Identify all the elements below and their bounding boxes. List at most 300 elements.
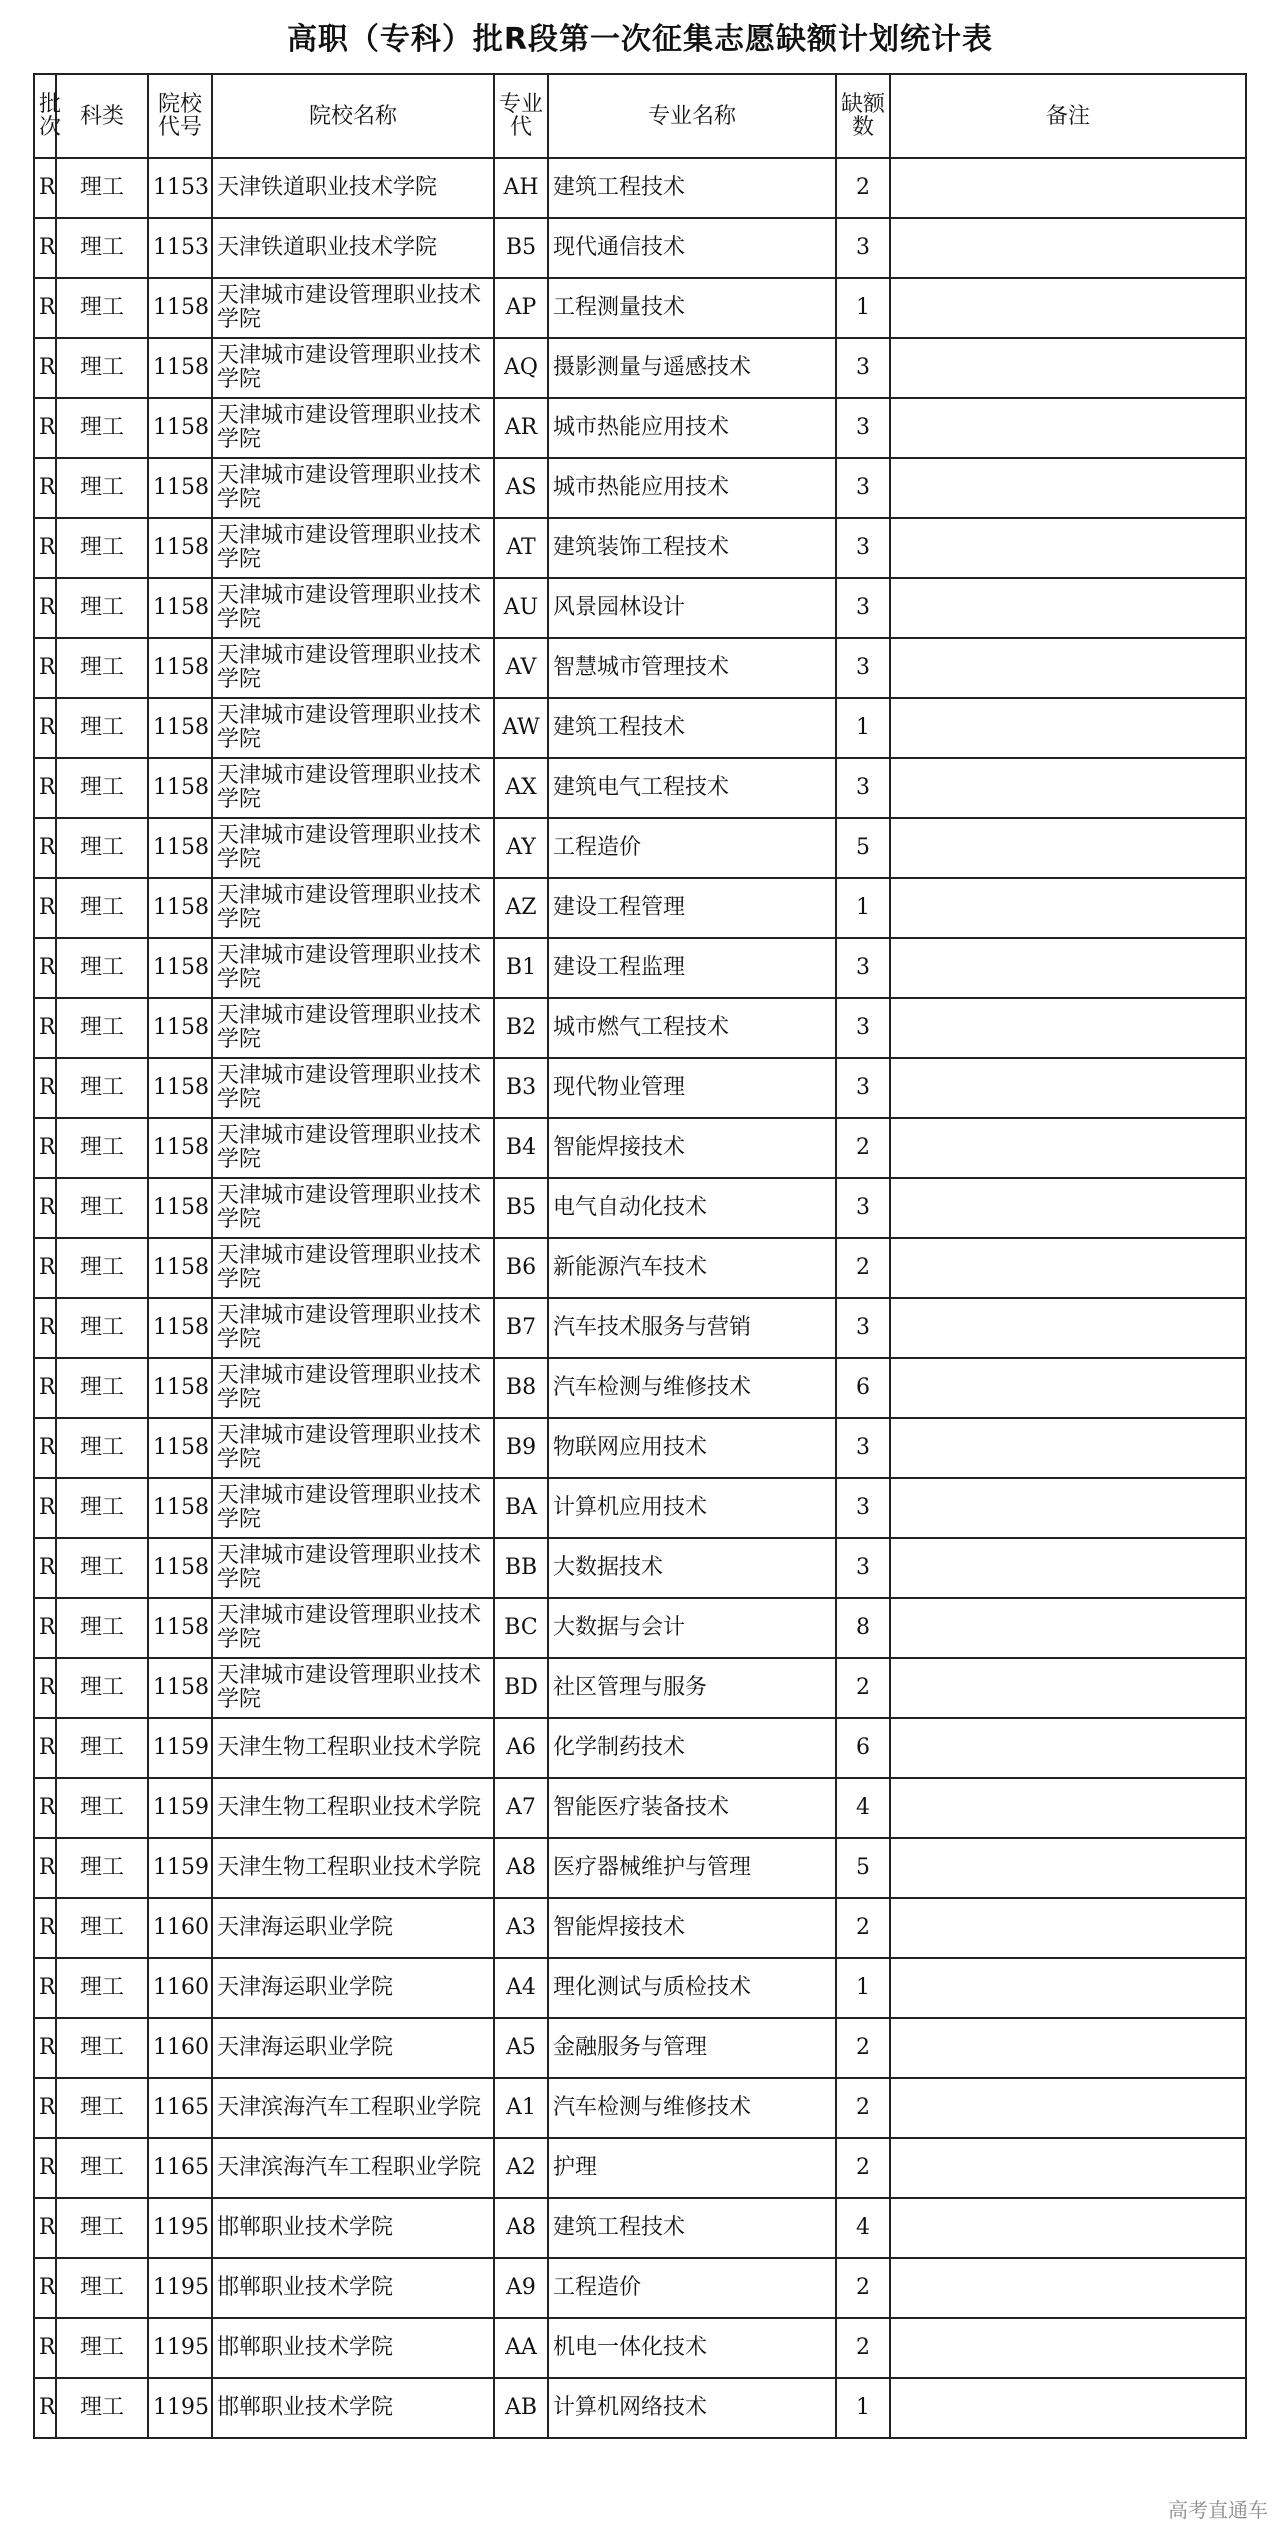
cell-vacancy: 6	[836, 1358, 890, 1418]
cell-category: 理工	[56, 1418, 148, 1478]
cell-batch: R	[34, 2318, 56, 2378]
cell-major-name: 汽车技术服务与营销	[548, 1298, 836, 1358]
cell-remarks	[890, 1778, 1246, 1838]
cell-major-name: 建筑工程技术	[548, 698, 836, 758]
cell-batch: R	[34, 1058, 56, 1118]
cell-batch: R	[34, 638, 56, 698]
table-row	[34, 1718, 1246, 1778]
header-batch: 批次	[34, 74, 56, 158]
cell-remarks	[890, 458, 1246, 518]
cell-vacancy: 1	[836, 878, 890, 938]
cell-category: 理工	[56, 398, 148, 458]
cell-vacancy: 3	[836, 1538, 890, 1598]
cell-category: 理工	[56, 1298, 148, 1358]
cell-major-code: A5	[494, 2018, 548, 2078]
cell-major-code: B3	[494, 1058, 548, 1118]
cell-category: 理工	[56, 278, 148, 338]
cell-category: 理工	[56, 998, 148, 1058]
cell-category: 理工	[56, 338, 148, 398]
cell-category: 理工	[56, 2018, 148, 2078]
cell-school-name: 天津滨海汽车工程职业学院	[212, 2138, 494, 2198]
cell-vacancy: 2	[836, 158, 890, 218]
cell-remarks	[890, 878, 1246, 938]
cell-school-name: 天津铁道职业技术学院	[212, 158, 494, 218]
table-row	[34, 518, 1246, 578]
cell-school-code: 1158	[148, 1298, 212, 1358]
cell-major-code: AZ	[494, 878, 548, 938]
cell-category: 理工	[56, 1718, 148, 1778]
cell-major-name: 城市热能应用技术	[548, 398, 836, 458]
table-row	[34, 1538, 1246, 1598]
cell-vacancy: 3	[836, 218, 890, 278]
cell-school-name: 天津城市建设管理职业技术学院	[212, 518, 494, 578]
cell-category: 理工	[56, 2078, 148, 2138]
cell-category: 理工	[56, 1778, 148, 1838]
cell-school-code: 1158	[148, 698, 212, 758]
cell-category: 理工	[56, 2258, 148, 2318]
cell-vacancy: 2	[836, 2078, 890, 2138]
cell-school-name: 天津城市建设管理职业技术学院	[212, 1658, 494, 1718]
cell-major-name: 工程造价	[548, 818, 836, 878]
cell-remarks	[890, 338, 1246, 398]
cell-school-code: 1158	[148, 1598, 212, 1658]
table-row	[34, 2258, 1246, 2318]
cell-major-code: AS	[494, 458, 548, 518]
cell-school-name: 天津城市建设管理职业技术学院	[212, 998, 494, 1058]
cell-remarks	[890, 1838, 1246, 1898]
table-row	[34, 698, 1246, 758]
cell-school-code: 1160	[148, 1898, 212, 1958]
cell-batch: R	[34, 878, 56, 938]
cell-remarks	[890, 758, 1246, 818]
cell-category: 理工	[56, 758, 148, 818]
cell-major-name: 风景园林设计	[548, 578, 836, 638]
table-row	[34, 1178, 1246, 1238]
cell-major-name: 建筑电气工程技术	[548, 758, 836, 818]
table-row	[34, 458, 1246, 518]
cell-batch: R	[34, 1538, 56, 1598]
cell-major-name: 大数据与会计	[548, 1598, 836, 1658]
table-row	[34, 998, 1246, 1058]
cell-remarks	[890, 1118, 1246, 1178]
cell-school-name: 天津城市建设管理职业技术学院	[212, 1598, 494, 1658]
cell-school-name: 天津海运职业学院	[212, 2018, 494, 2078]
cell-category: 理工	[56, 638, 148, 698]
table-row	[34, 1658, 1246, 1718]
cell-major-name: 建筑工程技术	[548, 2198, 836, 2258]
cell-school-code: 1165	[148, 2078, 212, 2138]
cell-batch: R	[34, 2138, 56, 2198]
cell-category: 理工	[56, 2198, 148, 2258]
table-row	[34, 1298, 1246, 1358]
cell-major-code: AA	[494, 2318, 548, 2378]
cell-major-name: 大数据技术	[548, 1538, 836, 1598]
cell-school-code: 1158	[148, 1478, 212, 1538]
cell-major-name: 汽车检测与维修技术	[548, 2078, 836, 2138]
cell-remarks	[890, 1598, 1246, 1658]
cell-remarks	[890, 2078, 1246, 2138]
table-row	[34, 938, 1246, 998]
cell-major-name: 计算机网络技术	[548, 2378, 836, 2438]
cell-school-code: 1159	[148, 1778, 212, 1838]
table-row	[34, 278, 1246, 338]
cell-school-name: 天津城市建设管理职业技术学院	[212, 1178, 494, 1238]
cell-school-code: 1159	[148, 1838, 212, 1898]
cell-major-name: 智能焊接技术	[548, 1118, 836, 1178]
cell-category: 理工	[56, 1898, 148, 1958]
cell-vacancy: 3	[836, 1298, 890, 1358]
header-school-name: 院校名称	[212, 74, 494, 158]
cell-category: 理工	[56, 1478, 148, 1538]
header-major-code: 专业代	[494, 74, 548, 158]
cell-batch: R	[34, 818, 56, 878]
cell-major-name: 现代通信技术	[548, 218, 836, 278]
table-row	[34, 1598, 1246, 1658]
cell-batch: R	[34, 1358, 56, 1418]
cell-vacancy: 3	[836, 938, 890, 998]
cell-remarks	[890, 1958, 1246, 2018]
cell-remarks	[890, 2138, 1246, 2198]
cell-school-name: 天津城市建设管理职业技术学院	[212, 1238, 494, 1298]
table-row	[34, 398, 1246, 458]
cell-major-code: A6	[494, 1718, 548, 1778]
table-row	[34, 1238, 1246, 1298]
table-row	[34, 1778, 1246, 1838]
cell-school-name: 天津城市建设管理职业技术学院	[212, 1118, 494, 1178]
table-row	[34, 158, 1246, 218]
cell-remarks	[890, 398, 1246, 458]
cell-remarks	[890, 578, 1246, 638]
cell-vacancy: 3	[836, 398, 890, 458]
cell-vacancy: 2	[836, 1658, 890, 1718]
cell-major-name: 智慧城市管理技术	[548, 638, 836, 698]
cell-batch: R	[34, 758, 56, 818]
cell-school-code: 1158	[148, 638, 212, 698]
cell-major-name: 社区管理与服务	[548, 1658, 836, 1718]
cell-major-name: 智能医疗装备技术	[548, 1778, 836, 1838]
cell-remarks	[890, 278, 1246, 338]
cell-remarks	[890, 938, 1246, 998]
cell-major-name: 城市燃气工程技术	[548, 998, 836, 1058]
cell-major-name: 建设工程监理	[548, 938, 836, 998]
cell-major-code: B5	[494, 1178, 548, 1238]
cell-major-code: BA	[494, 1478, 548, 1538]
cell-school-code: 1195	[148, 2378, 212, 2438]
cell-school-code: 1160	[148, 1958, 212, 2018]
table-row	[34, 1058, 1246, 1118]
cell-major-name: 建筑工程技术	[548, 158, 836, 218]
table-row	[34, 1838, 1246, 1898]
cell-major-code: AP	[494, 278, 548, 338]
cell-batch: R	[34, 1898, 56, 1958]
cell-remarks	[890, 998, 1246, 1058]
cell-school-code: 1158	[148, 518, 212, 578]
cell-category: 理工	[56, 2378, 148, 2438]
cell-remarks	[890, 218, 1246, 278]
table-row	[34, 638, 1246, 698]
cell-major-name: 建筑装饰工程技术	[548, 518, 836, 578]
cell-major-name: 建设工程管理	[548, 878, 836, 938]
cell-school-name: 天津生物工程职业技术学院	[212, 1778, 494, 1838]
cell-remarks	[890, 1478, 1246, 1538]
cell-school-code: 1195	[148, 2258, 212, 2318]
header-remarks: 备注	[890, 74, 1246, 158]
header-major-name: 专业名称	[548, 74, 836, 158]
cell-major-name: 理化测试与质检技术	[548, 1958, 836, 2018]
cell-vacancy: 2	[836, 2138, 890, 2198]
cell-school-name: 天津城市建设管理职业技术学院	[212, 398, 494, 458]
cell-school-code: 1158	[148, 398, 212, 458]
table-row	[34, 878, 1246, 938]
cell-category: 理工	[56, 2138, 148, 2198]
cell-major-code: AX	[494, 758, 548, 818]
cell-school-code: 1158	[148, 1238, 212, 1298]
cell-batch: R	[34, 2198, 56, 2258]
cell-school-code: 1158	[148, 1178, 212, 1238]
cell-major-code: AQ	[494, 338, 548, 398]
cell-school-code: 1195	[148, 2198, 212, 2258]
cell-school-code: 1158	[148, 578, 212, 638]
cell-batch: R	[34, 1838, 56, 1898]
cell-major-code: B7	[494, 1298, 548, 1358]
cell-major-code: BB	[494, 1538, 548, 1598]
cell-vacancy: 1	[836, 1958, 890, 2018]
cell-major-code: A8	[494, 2198, 548, 2258]
cell-major-name: 新能源汽车技术	[548, 1238, 836, 1298]
cell-school-code: 1158	[148, 1118, 212, 1178]
cell-remarks	[890, 1718, 1246, 1778]
cell-school-name: 天津城市建设管理职业技术学院	[212, 1478, 494, 1538]
cell-major-name: 摄影测量与遥感技术	[548, 338, 836, 398]
cell-remarks	[890, 698, 1246, 758]
cell-school-code: 1158	[148, 1418, 212, 1478]
cell-vacancy: 4	[836, 1778, 890, 1838]
cell-school-name: 天津城市建设管理职业技术学院	[212, 938, 494, 998]
cell-major-code: A8	[494, 1838, 548, 1898]
cell-major-name: 智能焊接技术	[548, 1898, 836, 1958]
table-header-row	[34, 74, 1246, 158]
cell-remarks	[890, 818, 1246, 878]
cell-major-code: A2	[494, 2138, 548, 2198]
cell-category: 理工	[56, 1178, 148, 1238]
cell-school-name: 天津城市建设管理职业技术学院	[212, 818, 494, 878]
cell-school-code: 1158	[148, 1538, 212, 1598]
cell-major-name: 机电一体化技术	[548, 2318, 836, 2378]
cell-vacancy: 3	[836, 1478, 890, 1538]
cell-major-code: B8	[494, 1358, 548, 1418]
cell-school-name: 天津城市建设管理职业技术学院	[212, 698, 494, 758]
cell-school-code: 1165	[148, 2138, 212, 2198]
page-title: 高职（专科）批R段第一次征集志愿缺额计划统计表	[286, 22, 994, 57]
cell-vacancy: 3	[836, 338, 890, 398]
cell-batch: R	[34, 218, 56, 278]
cell-major-code: B5	[494, 218, 548, 278]
cell-school-name: 天津铁道职业技术学院	[212, 218, 494, 278]
cell-major-name: 金融服务与管理	[548, 2018, 836, 2078]
cell-major-code: BD	[494, 1658, 548, 1718]
cell-school-name: 天津城市建设管理职业技术学院	[212, 1358, 494, 1418]
cell-major-name: 城市热能应用技术	[548, 458, 836, 518]
table-row	[34, 818, 1246, 878]
cell-remarks	[890, 638, 1246, 698]
cell-batch: R	[34, 938, 56, 998]
cell-category: 理工	[56, 1118, 148, 1178]
cell-vacancy: 3	[836, 578, 890, 638]
cell-vacancy: 8	[836, 1598, 890, 1658]
cell-remarks	[890, 518, 1246, 578]
cell-school-code: 1159	[148, 1718, 212, 1778]
table-row	[34, 1898, 1246, 1958]
table-row	[34, 2318, 1246, 2378]
header-school-code: 院校代号	[148, 74, 212, 158]
cell-major-name: 汽车检测与维修技术	[548, 1358, 836, 1418]
cell-vacancy: 2	[836, 2018, 890, 2078]
cell-school-name: 天津海运职业学院	[212, 1898, 494, 1958]
cell-major-code: A3	[494, 1898, 548, 1958]
table-row	[34, 1418, 1246, 1478]
watermark: 高考直通车	[1168, 2498, 1268, 2522]
cell-school-name: 天津海运职业学院	[212, 1958, 494, 2018]
cell-vacancy: 3	[836, 998, 890, 1058]
cell-major-name: 工程测量技术	[548, 278, 836, 338]
cell-batch: R	[34, 2018, 56, 2078]
cell-vacancy: 1	[836, 698, 890, 758]
cell-category: 理工	[56, 518, 148, 578]
cell-vacancy: 3	[836, 458, 890, 518]
cell-major-code: AU	[494, 578, 548, 638]
cell-school-name: 天津城市建设管理职业技术学院	[212, 758, 494, 818]
cell-major-code: AY	[494, 818, 548, 878]
cell-batch: R	[34, 1658, 56, 1718]
table-row	[34, 1478, 1246, 1538]
cell-major-code: B6	[494, 1238, 548, 1298]
header-vacancy: 缺额数	[836, 74, 890, 158]
cell-major-code: BC	[494, 1598, 548, 1658]
cell-category: 理工	[56, 878, 148, 938]
cell-remarks	[890, 1538, 1246, 1598]
cell-school-code: 1158	[148, 998, 212, 1058]
cell-school-code: 1158	[148, 278, 212, 338]
cell-major-code: B9	[494, 1418, 548, 1478]
cell-vacancy: 1	[836, 278, 890, 338]
cell-school-name: 天津生物工程职业技术学院	[212, 1838, 494, 1898]
cell-batch: R	[34, 1238, 56, 1298]
table-row	[34, 338, 1246, 398]
cell-category: 理工	[56, 578, 148, 638]
cell-vacancy: 5	[836, 818, 890, 878]
cell-major-code: A1	[494, 2078, 548, 2138]
cell-school-name: 天津生物工程职业技术学院	[212, 1718, 494, 1778]
cell-major-code: AT	[494, 518, 548, 578]
cell-major-code: AV	[494, 638, 548, 698]
cell-category: 理工	[56, 1958, 148, 2018]
cell-batch: R	[34, 398, 56, 458]
header-category: 科类	[56, 74, 148, 158]
cell-major-name: 电气自动化技术	[548, 1178, 836, 1238]
cell-major-code: B4	[494, 1118, 548, 1178]
cell-vacancy: 2	[836, 1238, 890, 1298]
cell-major-code: A4	[494, 1958, 548, 2018]
cell-school-code: 1158	[148, 1658, 212, 1718]
cell-category: 理工	[56, 1838, 148, 1898]
cell-school-code: 1153	[148, 158, 212, 218]
cell-batch: R	[34, 998, 56, 1058]
cell-vacancy: 2	[836, 2258, 890, 2318]
cell-batch: R	[34, 2258, 56, 2318]
table-row	[34, 758, 1246, 818]
cell-school-name: 邯郸职业技术学院	[212, 2378, 494, 2438]
cell-school-name: 天津城市建设管理职业技术学院	[212, 278, 494, 338]
cell-school-code: 1158	[148, 818, 212, 878]
table-row	[34, 1118, 1246, 1178]
cell-batch: R	[34, 1298, 56, 1358]
cell-vacancy: 4	[836, 2198, 890, 2258]
cell-major-name: 护理	[548, 2138, 836, 2198]
cell-remarks	[890, 2258, 1246, 2318]
cell-remarks	[890, 2318, 1246, 2378]
cell-vacancy: 3	[836, 758, 890, 818]
cell-school-code: 1158	[148, 338, 212, 398]
cell-vacancy: 2	[836, 1118, 890, 1178]
vacancy-table	[33, 73, 1247, 2439]
cell-school-name: 天津城市建设管理职业技术学院	[212, 338, 494, 398]
cell-vacancy: 3	[836, 638, 890, 698]
cell-batch: R	[34, 2378, 56, 2438]
cell-batch: R	[34, 518, 56, 578]
cell-school-code: 1158	[148, 938, 212, 998]
cell-school-code: 1158	[148, 758, 212, 818]
cell-school-code: 1153	[148, 218, 212, 278]
cell-school-code: 1160	[148, 2018, 212, 2078]
cell-major-code: AH	[494, 158, 548, 218]
cell-batch: R	[34, 278, 56, 338]
cell-major-name: 医疗器械维护与管理	[548, 1838, 836, 1898]
table-row	[34, 2078, 1246, 2138]
cell-vacancy: 3	[836, 1418, 890, 1478]
cell-category: 理工	[56, 1058, 148, 1118]
cell-major-code: A9	[494, 2258, 548, 2318]
cell-category: 理工	[56, 1238, 148, 1298]
cell-school-name: 天津城市建设管理职业技术学院	[212, 578, 494, 638]
cell-school-name: 天津滨海汽车工程职业学院	[212, 2078, 494, 2138]
cell-batch: R	[34, 698, 56, 758]
cell-school-code: 1158	[148, 878, 212, 938]
cell-remarks	[890, 1418, 1246, 1478]
cell-remarks	[890, 1178, 1246, 1238]
cell-category: 理工	[56, 1358, 148, 1418]
cell-vacancy: 2	[836, 2318, 890, 2378]
cell-batch: R	[34, 1418, 56, 1478]
cell-school-code: 1158	[148, 1358, 212, 1418]
table-row	[34, 1958, 1246, 2018]
cell-school-name: 邯郸职业技术学院	[212, 2318, 494, 2378]
cell-school-name: 天津城市建设管理职业技术学院	[212, 638, 494, 698]
cell-remarks	[890, 158, 1246, 218]
cell-batch: R	[34, 338, 56, 398]
cell-batch: R	[34, 1958, 56, 2018]
cell-school-name: 天津城市建设管理职业技术学院	[212, 878, 494, 938]
cell-school-code: 1195	[148, 2318, 212, 2378]
cell-school-name: 邯郸职业技术学院	[212, 2258, 494, 2318]
table-row	[34, 2138, 1246, 2198]
cell-major-code: AB	[494, 2378, 548, 2438]
cell-vacancy: 3	[836, 1058, 890, 1118]
cell-major-name: 工程造价	[548, 2258, 836, 2318]
cell-remarks	[890, 1898, 1246, 1958]
cell-batch: R	[34, 1598, 56, 1658]
cell-remarks	[890, 1298, 1246, 1358]
cell-category: 理工	[56, 2318, 148, 2378]
